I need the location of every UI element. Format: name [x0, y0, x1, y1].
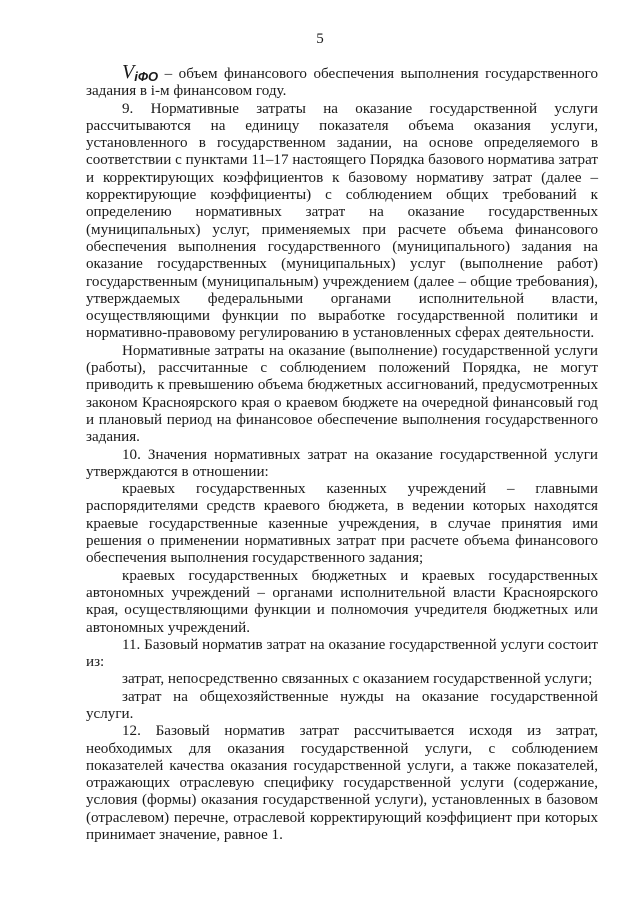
paragraph-normative-limit: Нормативные затраты на оказание (выполнение) государственной услуги (работы), рассчитанные с соблюдением положений Порядка, не могут приводить к превышению объема бюджетных ассигнований, предусмотренных законом Красноярского края о краевом бюджете на очередной финансовый год и плановый период на финансовое обеспечение выполнения государственного задания. — [86, 342, 598, 446]
paragraph-item-11: 11. Базовый норматив затрат на оказание государственной услуги состоит из: — [86, 636, 598, 671]
formula-definition-text: – объем финансового обеспечения выполнения государственного задания в i-м финансовом году. — [86, 66, 598, 100]
paragraph-kazennye: краевых государственных казенных учреждений – главными распорядителями средств краевого бюджета, в ведении которых находятся краевые государственные казенные учреждения, в случае принятия ими решения о применении нормативных затрат при расчете объема финансового обеспечения выполнения государственного задания; — [86, 481, 598, 567]
formula-subscript: iФО — [134, 69, 159, 84]
paragraph-budgetnye: краевых государственных бюджетных и краевых государственных автономных учреждений – органами исполнительной власти Красноярского края, осуществляющими функции и полномочия учредителя бюджетных или автономных учреждений. — [86, 567, 598, 636]
document-body — [86, 61, 598, 844]
paragraph-formula-definition — [86, 61, 598, 101]
paragraph-item-10: 10. Значения нормативных затрат на оказание государственной услуги утверждаются в отношении: — [86, 446, 598, 480]
paragraph-direct-costs: затрат, непосредственно связанных с оказанием государственной услуги; — [122, 671, 593, 688]
paragraph-overhead-costs: затрат на общехозяйственные нужды на оказание государственной услуги. — [86, 688, 598, 722]
formula-variable: V — [122, 61, 135, 83]
paragraph-item-12: 12. Базовый норматив затрат рассчитывается исходя из затрат, необходимых для оказания государственной услуги, с соблюдением показателей качества оказания государственной услуги, а также показателей, отражающих отраслевую специфику государственной услуги (содержание, условия (формы) оказания государственной услуги), установленных в базовом (отраслевом) перечне, отраслевой корректирующий коэффициент при которых принимает значение, равное 1. — [86, 723, 598, 844]
paragraph-item-9: 9. Нормативные затраты на оказание государственной услуги рассчитываются на единицу показателя объема оказания услуги, установленного в государственном задании, на основе определяемого в соответствии с пунктами 11–17 настоящего Порядка базового норматива затрат и корректирующих коэффициентов к базовому нормативу затрат (далее – корректирующие коэффициенты) с соблюдением общих требований к определению нормативных затрат на оказание государственных (муниципальных) услуг, применяемых при расчете объема финансового обеспечения выполнения государственного (муниципального) задания на оказание государственных (муниципальных) услуг (выполнение работ) государственным (муниципальным) учреждением (далее – общие требования), утверждаемых федеральными органами исполнительной власти, осуществляющими функции по выработке государственной политики и нормативно-правовому регулированию в установленных сферах деятельности. — [86, 100, 598, 342]
page-number: 5 — [316, 31, 324, 47]
